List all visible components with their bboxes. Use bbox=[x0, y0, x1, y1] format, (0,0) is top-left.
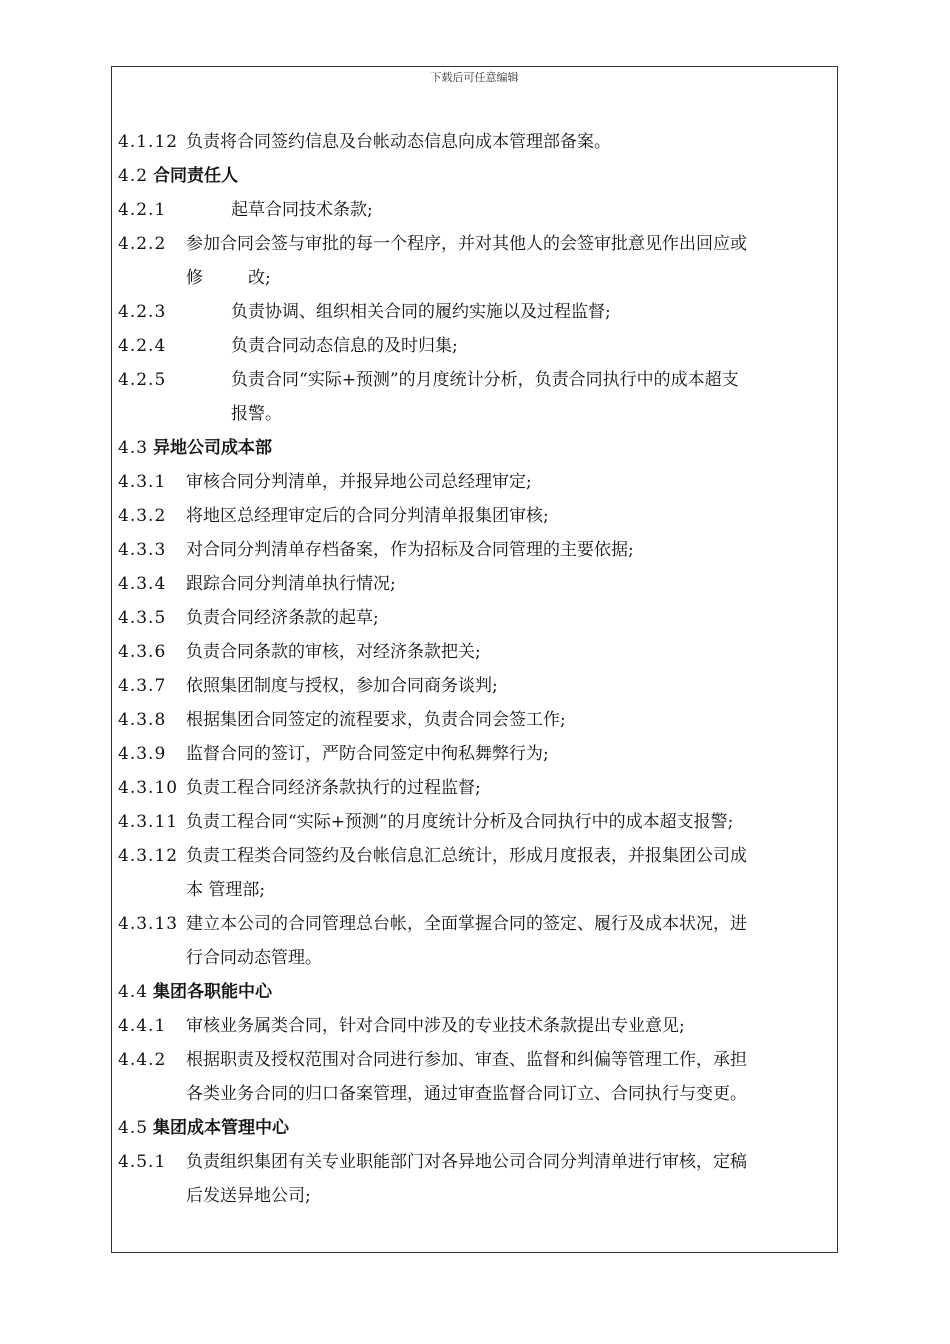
continuation-text: 改; bbox=[248, 268, 271, 288]
clause-text: 负责组织集团有关专业职能部门对各异地公司合同分判清单进行审核，定稿 bbox=[186, 1152, 747, 1172]
clause-continuation bbox=[118, 397, 834, 431]
header-note: 下载后可任意编辑 bbox=[430, 71, 519, 84]
clause-line bbox=[118, 737, 834, 771]
clause-text: 将地区总经理审定后的合同分判清单报集团审核; bbox=[186, 506, 549, 526]
section-number: 4.3 bbox=[118, 438, 149, 458]
clause-text: 根据集团合同签定的流程要求，负责合同会签工作; bbox=[186, 710, 566, 730]
clause-text: 审核业务属类合同，针对合同中涉及的专业技术条款提出专业意见; bbox=[186, 1016, 685, 1036]
clause-text: 负责工程合同经济条款执行的过程监督; bbox=[186, 778, 481, 798]
clause-number: 4.3.13 bbox=[118, 914, 179, 934]
continuation-text: 修 bbox=[186, 268, 203, 288]
clause-line bbox=[118, 907, 834, 941]
clause-number: 4.3.4 bbox=[118, 574, 167, 594]
section-heading bbox=[118, 159, 834, 193]
clause-text: 跟踪合同分判清单执行情况; bbox=[186, 574, 396, 594]
clause-continuation bbox=[118, 1179, 834, 1213]
section-number: 4.4 bbox=[118, 982, 149, 1002]
continuation-text: 报警。 bbox=[231, 404, 282, 424]
clause-continuation bbox=[118, 873, 834, 907]
clause-text: 负责将合同签约信息及台帐动态信息向成本管理部备案。 bbox=[186, 132, 611, 152]
clause-line bbox=[118, 805, 834, 839]
clause-number: 4.2.1 bbox=[118, 200, 167, 220]
clause-line bbox=[118, 635, 834, 669]
clause-line bbox=[118, 227, 834, 261]
section-number: 4.5 bbox=[118, 1118, 149, 1138]
clause-number: 4.1.12 bbox=[118, 132, 179, 152]
clause-line bbox=[118, 1009, 834, 1043]
section-title: 合同责任人 bbox=[153, 166, 238, 186]
clause-line bbox=[118, 669, 834, 703]
clause-line bbox=[118, 533, 834, 567]
section-number: 4.2 bbox=[118, 166, 149, 186]
clause-text: 起草合同技术条款; bbox=[231, 200, 373, 220]
document-frame bbox=[111, 66, 838, 1253]
clause-line bbox=[118, 1043, 834, 1077]
clause-line bbox=[118, 363, 834, 397]
continuation-text: 后发送异地公司; bbox=[186, 1186, 311, 1206]
clause-line bbox=[118, 329, 834, 363]
clause-number: 4.3.9 bbox=[118, 744, 167, 764]
clause-continuation bbox=[118, 941, 834, 975]
clause-number: 4.3.7 bbox=[118, 676, 167, 696]
clause-number: 4.3.5 bbox=[118, 608, 167, 628]
clause-text: 依照集团制度与授权，参加合同商务谈判; bbox=[186, 676, 498, 696]
clause-line bbox=[118, 601, 834, 635]
clause-line bbox=[118, 125, 834, 159]
clause-number: 4.5.1 bbox=[118, 1152, 167, 1172]
clause-line bbox=[118, 465, 834, 499]
clause-line bbox=[118, 703, 834, 737]
section-title: 异地公司成本部 bbox=[153, 438, 272, 458]
clause-line bbox=[118, 1145, 834, 1179]
clause-number: 4.3.3 bbox=[118, 540, 167, 560]
clause-number: 4.3.8 bbox=[118, 710, 167, 730]
clause-number: 4.4.2 bbox=[118, 1050, 167, 1070]
section-title: 集团成本管理中心 bbox=[153, 1118, 289, 1138]
clause-text: 负责协调、组织相关合同的履约实施以及过程监督; bbox=[231, 302, 611, 322]
section-title: 集团各职能中心 bbox=[153, 982, 272, 1002]
clause-line bbox=[118, 499, 834, 533]
clause-continuation bbox=[118, 261, 834, 295]
clause-line bbox=[118, 295, 834, 329]
clause-text: 负责合同“实际+预测”的月度统计分析，负责合同执行中的成本超支 bbox=[231, 370, 739, 390]
section-heading bbox=[118, 431, 834, 465]
document-body bbox=[118, 125, 834, 1213]
clause-line bbox=[118, 771, 834, 805]
clause-line bbox=[118, 567, 834, 601]
clause-number: 4.3.10 bbox=[118, 778, 179, 798]
clause-number: 4.4.1 bbox=[118, 1016, 167, 1036]
clause-line bbox=[118, 839, 834, 873]
clause-text: 审核合同分判清单，并报异地公司总经理审定; bbox=[186, 472, 532, 492]
clause-text: 监督合同的签订，严防合同签定中徇私舞弊行为; bbox=[186, 744, 549, 764]
clause-text: 对合同分判清单存档备案，作为招标及合同管理的主要依据; bbox=[186, 540, 634, 560]
clause-number: 4.2.4 bbox=[118, 336, 167, 356]
continuation-text: 行合同动态管理。 bbox=[186, 948, 322, 968]
clause-text: 负责合同动态信息的及时归集; bbox=[231, 336, 458, 356]
clause-continuation bbox=[118, 1077, 834, 1111]
clause-text: 根据职责及授权范围对合同进行参加、审查、监督和纠偏等管理工作，承担 bbox=[186, 1050, 747, 1070]
clause-line bbox=[118, 193, 834, 227]
clause-number: 4.2.3 bbox=[118, 302, 167, 322]
clause-text: 建立本公司的合同管理总台帐，全面掌握合同的签定、履行及成本状况，进 bbox=[186, 914, 747, 934]
continuation-text: 各类业务合同的归口备案管理，通过审查监督合同订立、合同执行与变更。 bbox=[186, 1084, 747, 1104]
clause-number: 4.2.5 bbox=[118, 370, 167, 390]
clause-text: 负责工程类合同签约及台帐信息汇总统计，形成月度报表，并报集团公司成 bbox=[186, 846, 747, 866]
clause-number: 4.3.12 bbox=[118, 846, 179, 866]
clause-number: 4.2.2 bbox=[118, 234, 167, 254]
clause-number: 4.3.6 bbox=[118, 642, 167, 662]
clause-number: 4.3.2 bbox=[118, 506, 167, 526]
section-heading bbox=[118, 1111, 834, 1145]
continuation-text: 本 管理部; bbox=[186, 880, 266, 900]
clause-text: 参加合同会签与审批的每一个程序，并对其他人的会签审批意见作出回应或 bbox=[186, 234, 747, 254]
section-heading bbox=[118, 975, 834, 1009]
clause-text: 负责工程合同“实际+预测”的月度统计分析及合同执行中的成本超支报警; bbox=[186, 812, 734, 832]
clause-number: 4.3.1 bbox=[118, 472, 167, 492]
clause-text: 负责合同经济条款的起草; bbox=[186, 608, 379, 628]
clause-number: 4.3.11 bbox=[118, 812, 179, 832]
clause-text: 负责合同条款的审核，对经济条款把关; bbox=[186, 642, 481, 662]
